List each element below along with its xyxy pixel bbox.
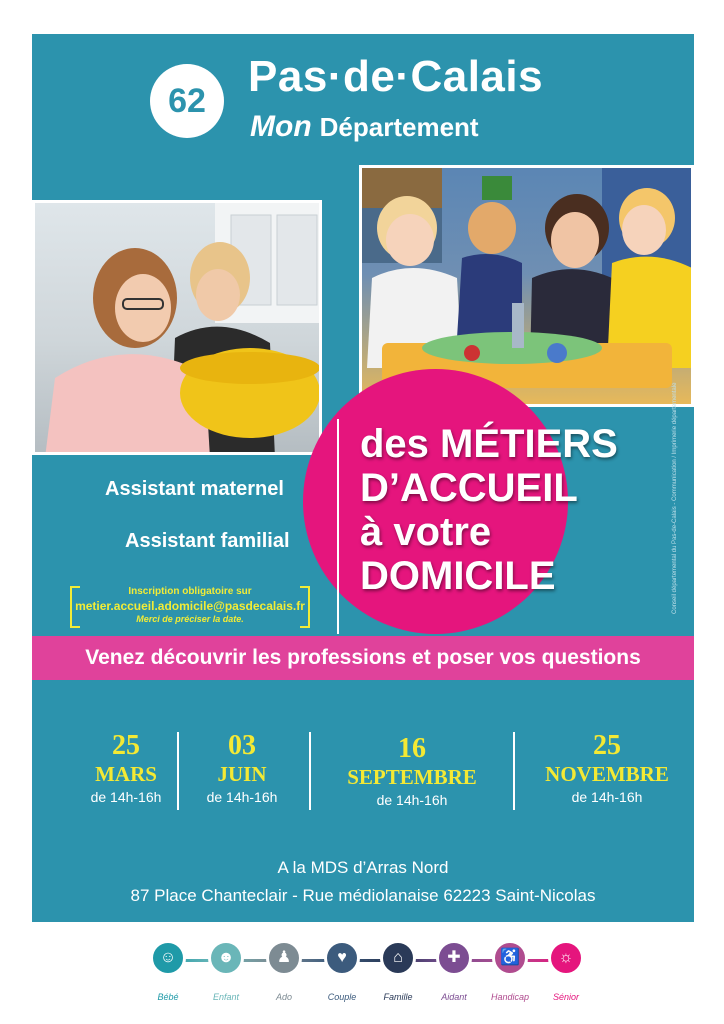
wheelchair-icon: ♿ <box>492 940 528 976</box>
age-group-label: Famille <box>383 992 413 1002</box>
age-group-handicap <box>490 940 530 1002</box>
photo-baking-illustration <box>35 203 322 455</box>
couple-icon: ♥ <box>324 940 360 976</box>
date-separator <box>309 732 311 810</box>
headline <box>360 422 618 598</box>
age-group-label: Bébé <box>157 992 179 1002</box>
date-month: JUIN <box>217 762 267 786</box>
age-group-label: Enfant <box>212 992 240 1002</box>
age-group-label: Aidant <box>441 992 467 1002</box>
date-time: de 14h-16h <box>90 789 162 805</box>
inscription-email-link[interactable]: metier.accueil.adomicile@pasdecalais.fr <box>75 599 305 613</box>
side-credit: Conseil départemental du Pas-de-Calais - Communication / Imprimerie départementale <box>672 382 678 614</box>
date-juin <box>182 731 302 807</box>
date-day: 03 <box>228 730 256 761</box>
brand-subtitle <box>250 110 479 144</box>
caregiver-icon: ✚ <box>436 940 472 976</box>
date-day: 25 <box>112 730 140 761</box>
bracket-right <box>300 586 310 628</box>
age-group-aidant <box>434 940 474 1002</box>
family-icon: ⌂ <box>380 940 416 976</box>
date-separator <box>177 732 179 810</box>
inscription-box <box>70 586 310 631</box>
vertical-divider <box>337 419 339 634</box>
address-line-1: A la MDS d’Arras Nord <box>277 858 449 877</box>
headline-line-1: des MÉTIERS <box>360 422 618 466</box>
brand-name: Pas·de·Calais <box>248 52 544 101</box>
senior-icon: ☼ <box>548 940 584 976</box>
baby-icon: ☺ <box>150 940 186 976</box>
headline-line-3: à votre <box>360 510 492 554</box>
headline-line-4: DOMICILE <box>360 554 556 598</box>
age-group-row <box>148 940 588 1006</box>
age-group-famille <box>378 940 418 1002</box>
age-group-bebe <box>148 940 188 1002</box>
child-icon: ☻ <box>208 940 244 976</box>
teen-icon: ♟ <box>266 940 302 976</box>
date-time: de 14h-16h <box>376 792 448 808</box>
date-separator <box>513 732 515 810</box>
date-mars <box>66 731 186 807</box>
age-group-label: Ado <box>275 992 292 1002</box>
brand-mon: Mon <box>250 110 312 143</box>
job-assistant-maternel: Assistant maternel <box>105 478 284 500</box>
logo-62-badge <box>150 64 224 138</box>
inscription-note: Merci de préciser la date. <box>136 614 244 624</box>
age-group-label: Couple <box>327 992 357 1002</box>
age-group-label: Handicap <box>490 992 530 1002</box>
poster <box>32 34 694 922</box>
date-month: NOVEMBRE <box>545 762 669 786</box>
date-day: 16 <box>398 733 426 764</box>
address-line-2: 87 Place Chanteclair - Rue médiolanaise 62223 Saint-Nicolas <box>130 886 596 905</box>
banner: Venez découvrir les professions et poser vos questions <box>32 636 694 680</box>
age-group-ado <box>264 940 304 1002</box>
brand-departement: Département <box>319 112 479 142</box>
age-group-enfant <box>206 940 246 1002</box>
age-group-label: Sénior <box>552 992 579 1002</box>
date-time: de 14h-16h <box>206 789 278 805</box>
job-assistant-familial: Assistant familial <box>125 530 290 552</box>
date-time: de 14h-16h <box>571 789 643 805</box>
bracket-left <box>70 586 80 628</box>
date-month: MARS <box>95 762 157 786</box>
age-group-senior <box>546 940 586 1002</box>
age-group-couple <box>322 940 362 1002</box>
inscription-label: Inscription obligatoire sur <box>128 586 252 597</box>
headline-line-2: D’ACCUEIL <box>360 466 578 510</box>
date-day: 25 <box>593 730 621 761</box>
date-month: SEPTEMBRE <box>347 765 477 789</box>
date-novembre <box>522 731 692 807</box>
logo-number: 62 <box>168 81 206 120</box>
photo-baking <box>32 200 322 455</box>
date-septembre <box>322 734 502 810</box>
